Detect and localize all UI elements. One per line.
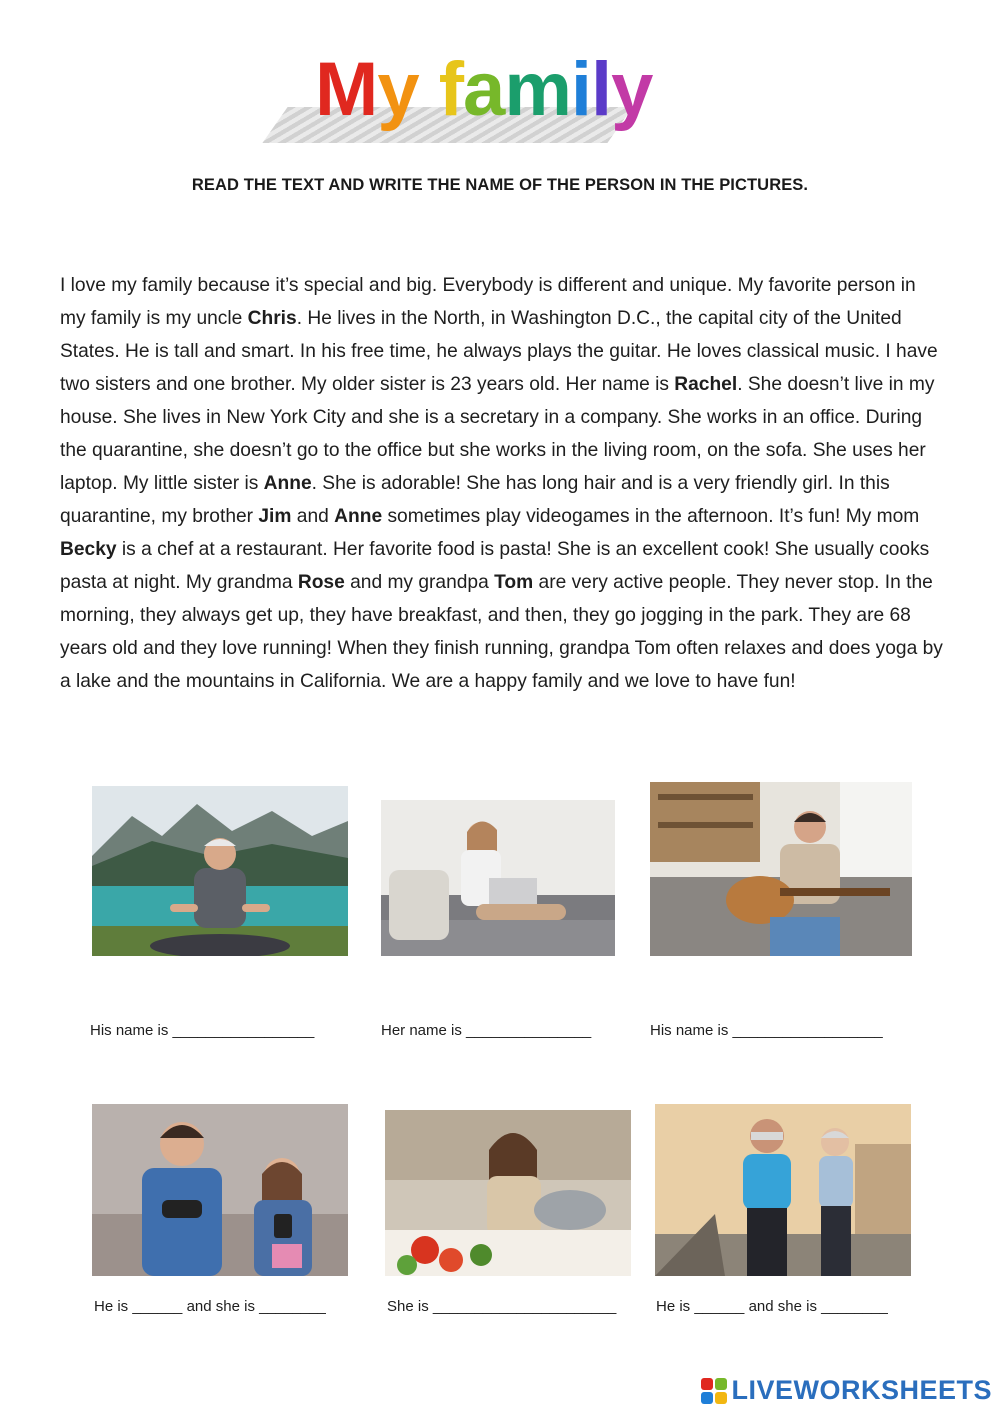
caption-photo-5: She is ______________________ bbox=[387, 1298, 617, 1315]
title-block bbox=[275, 47, 655, 152]
title-letter: f bbox=[438, 47, 464, 132]
passage-text: . He lives in the North, in Washington D.C., the capital city of the United States. He is tall and smart. In his free time, he always plays the guitar. He loves classical music. I have two sisters and one brother. My older sister is 23 years old. Her name is bbox=[60, 308, 938, 395]
logo-square bbox=[701, 1392, 713, 1404]
photo-grandpa-yoga bbox=[92, 786, 348, 956]
bold-name: Tom bbox=[494, 572, 534, 593]
title-letter: i bbox=[570, 47, 592, 132]
passage-text: I love my family because it’s special and big. Everybody is different and unique. My favorite person in my family is my uncle bbox=[60, 275, 916, 329]
caption-photo-1: His name is _________________ bbox=[90, 1022, 315, 1039]
liveworksheets-logo bbox=[701, 1375, 992, 1406]
title-letter: a bbox=[463, 47, 505, 132]
passage-text: is a chef at a restaurant. Her favorite food is pasta! She is an excellent cook! She usually cooks pasta at night. My grandma bbox=[60, 539, 930, 593]
title-letter: m bbox=[504, 47, 571, 132]
caption-photo-4: He is ______ and she is ________ bbox=[94, 1298, 326, 1315]
caption-photo-3: His name is __________________ bbox=[650, 1022, 883, 1039]
photo-kids-gaming bbox=[92, 1104, 348, 1276]
title-letter: l bbox=[591, 47, 612, 132]
passage-text: . She doesn’t live in my house. She lives in New York City and she is a secretary in a company. She works in an office. During the quarantine, she doesn’t go to the office but she works in the living room, on the sofa. She uses her laptop. My little sister is bbox=[60, 374, 935, 494]
page-title bbox=[315, 47, 653, 132]
photo-woman-laptop bbox=[381, 800, 615, 956]
photo-grandparents-jogging bbox=[655, 1104, 911, 1276]
bold-name: Anne bbox=[334, 506, 383, 527]
reading-passage bbox=[60, 269, 945, 698]
liveworksheets-mark-icon bbox=[701, 1378, 727, 1404]
title-letter bbox=[419, 52, 439, 128]
photo-woman-cooking bbox=[385, 1110, 631, 1276]
passage-text: sometimes play videogames in the afternoon. It’s fun! My mom bbox=[382, 506, 920, 527]
logo-square bbox=[715, 1392, 727, 1404]
liveworksheets-brand: LIVEWORKSHEETS bbox=[731, 1375, 992, 1405]
passage-text: and my grandpa bbox=[344, 572, 495, 593]
passage-text: and bbox=[291, 506, 335, 527]
caption-photo-2: Her name is _______________ bbox=[381, 1022, 592, 1039]
passage-text: are very active people. They never stop. In the morning, they always get up, they have breakfast, and then, they go jogging in the park. They are 68 years old and they love running! When they finish running, grandpa Tom often relaxes and does yoga by a lake and the mountains in California. We are a happy family and we love to have fun! bbox=[60, 572, 943, 692]
bold-name: Anne bbox=[263, 473, 312, 494]
title-letter: M bbox=[315, 47, 378, 132]
bold-name: Chris bbox=[247, 308, 297, 329]
photo-man-guitar bbox=[650, 782, 912, 956]
bold-name: Rachel bbox=[674, 374, 738, 395]
logo-square bbox=[715, 1378, 727, 1390]
bold-name: Rose bbox=[297, 572, 345, 593]
logo-square bbox=[701, 1378, 713, 1390]
bold-name: Becky bbox=[60, 539, 117, 560]
caption-photo-6: He is ______ and she is ________ bbox=[656, 1298, 888, 1315]
title-letter: y bbox=[377, 47, 419, 132]
passage-text: . She is adorable! She has long hair and is a very friendly girl. In this quarantine, my brother bbox=[60, 473, 890, 527]
bold-name: Jim bbox=[258, 506, 292, 527]
instruction-text: READ THE TEXT AND WRITE THE NAME OF THE PERSON IN THE PICTURES. bbox=[191, 176, 809, 194]
title-letter: y bbox=[611, 47, 653, 132]
